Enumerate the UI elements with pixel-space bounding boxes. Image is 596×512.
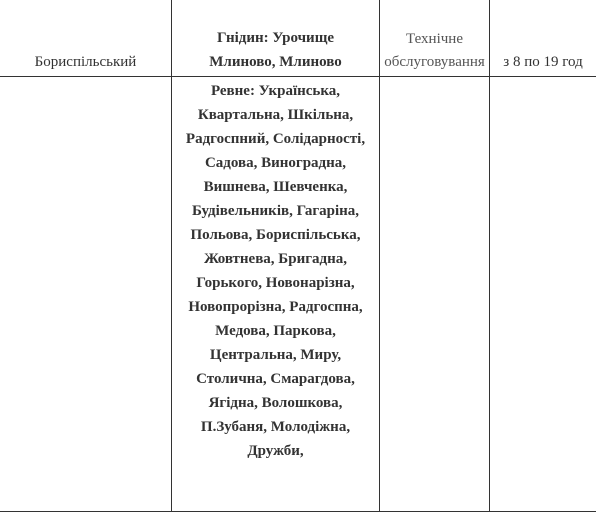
empty-work-type-cell [380,77,490,512]
work-type-cell [380,0,490,77]
time-cell [490,0,596,77]
streets-cell [172,77,380,512]
village-cell [172,0,380,77]
district-name: Бориспільський [35,54,137,70]
district-cell [0,0,172,77]
village-name-line2: Млиново, Млиново [176,50,375,74]
village-name-line1: Гнідин: Урочище [176,26,375,50]
table-row [0,77,596,512]
streets-list: Ревне: Українська, Квартальна, Шкільна, Радгоспний, Солідарності, Садова, Виноградна, Вишнева, Шевченка, Будівельників, Гагаріна, Польова, Бориспільська, Жовтнева, Бригадна, Горького, Новонарізна, Новопрорізна, Радгоспна, Медова, Паркова, Центральна, Миру, Столична, Смарагдова, Ягідна, Волошкова, П.Зубаня, Молодіжна, Дружби, [176,77,375,463]
time-text: з 8 по 19 год [503,54,582,70]
work-type-text: Технічне обслуговування [384,28,485,74]
empty-time-cell [490,77,596,512]
empty-district-cell [0,77,172,512]
table-row [0,0,596,77]
